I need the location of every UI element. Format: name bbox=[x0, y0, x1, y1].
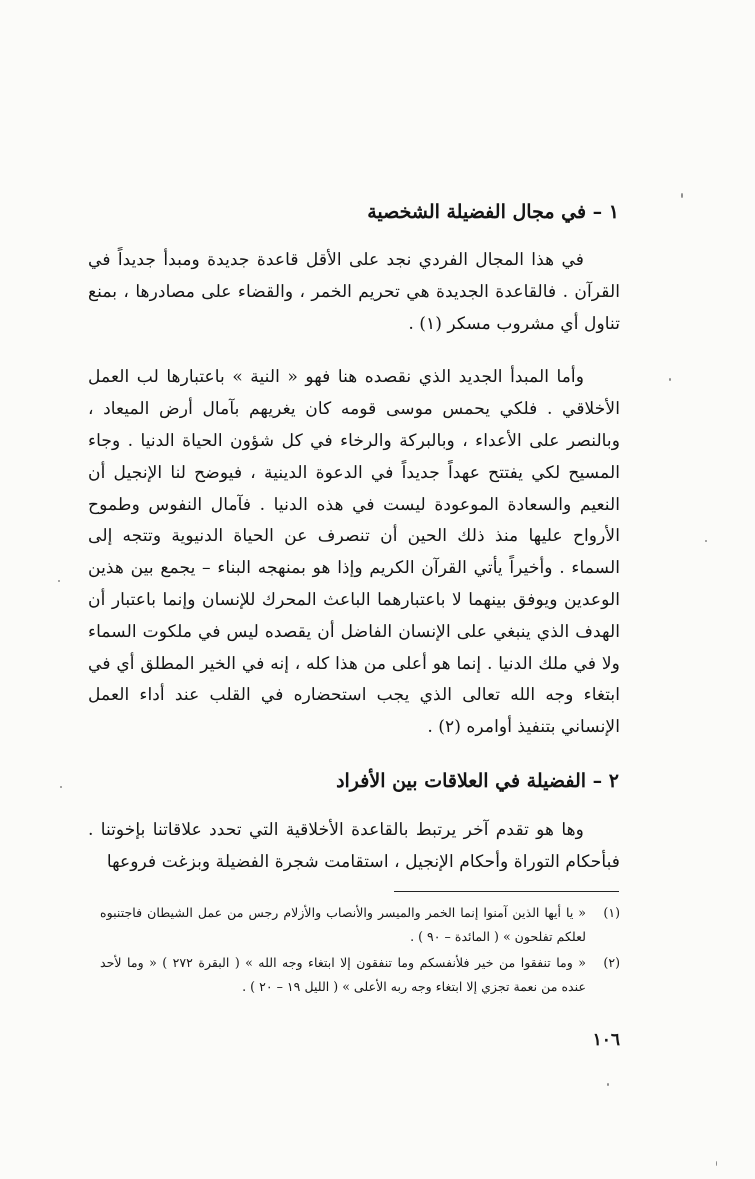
page-number: ١٠٦ bbox=[592, 1030, 620, 1050]
footnote-2 bbox=[100, 951, 620, 999]
section-1-body bbox=[88, 245, 620, 744]
paper-speck bbox=[681, 193, 683, 198]
section-1-heading: ١ – في مجال الفضيلة الشخصية bbox=[367, 201, 619, 223]
section-1-paragraph-1: في هذا المجال الفردي نجد على الأقل قاعدة جديدة ومبدأ جديداً في القرآن . فالقاعدة الجديدة هي تحريم الخمر ، والقضاء على مصادرها ، بمنع تناول أي مشروب مسكر (١) . bbox=[88, 250, 620, 334]
footnote-1 bbox=[100, 901, 620, 949]
footnote-2-text: « وما تنفقوا من خير فلأنفسكم وما تنفقون إلا ابتغاء وجه الله » ( البقرة ٢٧٢ ) « وما لأحد عنده من نعمة تجزي إلا ابتغاء وجه ربه الأعلى » ( الليل ١٩ – ٢٠ ) . bbox=[100, 955, 587, 994]
paper-speck bbox=[716, 1161, 717, 1166]
paper-speck bbox=[669, 378, 671, 381]
section-1-paragraph-2: وأما المبدأ الجديد الذي نقصده هنا فهو « النية » باعتبارها لب العمل الأخلاقي . فلكي يحمس موسى قومه كان يغريهم بآمال أرض الميعاد ، وبالنصر على الأعداء ، وبالبركة والرخاء في كل شؤون الحياة الدنيا . وجاء المسيح لكي يفتتح عهداً جديداً في الدعوة الدينية ، فيوضح لنا الإنجيل أن النعيم والسعادة الموعودة ليست في هذه الدنيا . فآمال النفوس وطموح الأرواح عليها منذ ذلك الحين أن تنصرف عن الحياة الدنيوية وتتجه إلى السماء . وأخيراً يأتي القرآن الكريم وإذا هو بمنهجه البناء – يجمع بين هذين الوعدين ويوفق بينهما لا باعتبارهما الباعث المحرك للإنسان وإنما باعتبار أن الهدف الذي ينبغي على الإنسان الفاضل أن يقصده ليس في ملكوت السماء ولا في ملك الدنيا . إنما هو أعلى من هذا كله ، إنه في الخير المطلق أي في ابتغاء وجه الله تعالى الذي يجب استحضاره في القلب عند أداء العمل الإنساني بتنفيذ أوامره (٢) . bbox=[88, 367, 620, 738]
section-2-paragraph-1: وها هو تقدم آخر يرتبط بالقاعدة الأخلاقية التي تحدد علاقاتنا بإخوتنا . فبأحكام التوراة وأحكام الإنجيل ، استقامت شجرة الفضيلة وبزغت فروعها bbox=[88, 820, 620, 872]
footnote-1-mark: (١) bbox=[603, 905, 620, 920]
footnote-separator bbox=[394, 891, 619, 892]
footnotes bbox=[100, 901, 620, 1001]
footnote-1-text: « يا أيها الذين آمنوا إنما الخمر والميسر والأنصاب والأزلام رجس من عمل الشيطان فاجتنبوه لعلكم تفلحون » ( المائدة – ٩٠ ) . bbox=[100, 905, 586, 944]
section-2-body bbox=[88, 815, 620, 879]
paper-speck bbox=[60, 786, 62, 788]
paper-speck bbox=[607, 1083, 609, 1086]
paper-speck bbox=[58, 580, 60, 582]
section-2-heading: ٢ – الفضيلة في العلاقات بين الأفراد bbox=[336, 770, 619, 792]
paper-speck bbox=[705, 540, 707, 542]
footnote-2-mark: (٢) bbox=[603, 955, 620, 970]
